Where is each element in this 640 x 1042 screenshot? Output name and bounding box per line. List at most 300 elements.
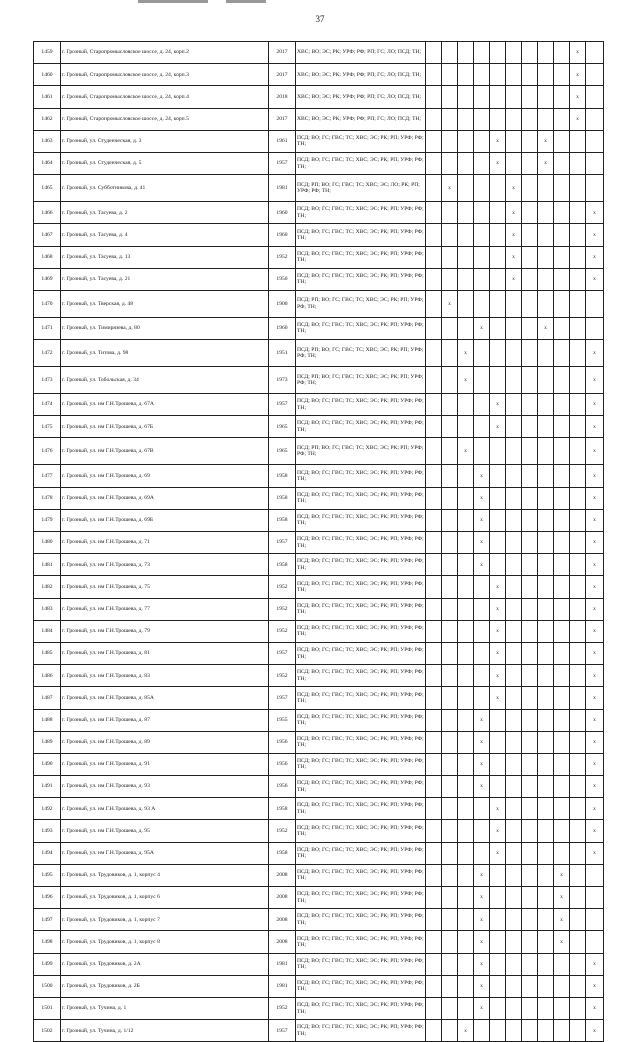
mark-cell <box>506 367 522 394</box>
mark-cell: x <box>474 465 490 487</box>
mark-cell <box>570 997 586 1019</box>
mark-cell <box>506 340 522 367</box>
mark-cell <box>490 465 506 487</box>
mark-cell <box>458 953 474 975</box>
mark-cell <box>458 709 474 731</box>
mark-cell <box>554 642 570 664</box>
mark-cell: x <box>554 864 570 886</box>
mark-cell <box>474 290 490 317</box>
mark-cell: x <box>586 224 604 246</box>
year-cell: 2017 <box>269 42 296 64</box>
mark-cell: x <box>490 394 506 416</box>
address-cell: г. Грозный, ул. им Г.Н.Трошева, д. 93 А <box>61 798 269 820</box>
mark-cell <box>506 887 522 909</box>
mark-cell <box>426 317 442 339</box>
mark-cell <box>554 820 570 842</box>
mark-cell <box>490 1020 506 1042</box>
mark-cell <box>538 620 554 642</box>
table-row <box>34 367 604 394</box>
row-number: 1496 <box>34 887 61 909</box>
mark-cell <box>458 130 474 152</box>
systems-cell: ПСД; ВО; ГС; ГВС; ТС; ХВС; ЭС; РК; РП; УРФ; РФ; ТН; <box>296 598 426 620</box>
mark-cell <box>570 246 586 268</box>
mark-cell <box>474 620 490 642</box>
year-cell: 1952 <box>269 576 296 598</box>
mark-cell <box>538 753 554 775</box>
mark-cell <box>474 202 490 224</box>
systems-cell: ПСД; РП; ВО; ГС; ГВС; ТС; ХВС; ЭС; РК; РП; УРФ; РФ; ТН; <box>296 367 426 394</box>
mark-cell: x <box>490 576 506 598</box>
mark-cell <box>442 367 458 394</box>
mark-cell <box>570 731 586 753</box>
mark-cell <box>426 224 442 246</box>
mark-cell <box>538 42 554 64</box>
table-row <box>34 820 604 842</box>
mark-cell <box>570 953 586 975</box>
row-number: 1477 <box>34 465 61 487</box>
mark-cell <box>458 86 474 108</box>
table-row <box>34 642 604 664</box>
mark-cell <box>554 438 570 465</box>
year-cell: 1957 <box>269 152 296 174</box>
year-cell: 1900 <box>269 290 296 317</box>
mark-cell <box>490 554 506 576</box>
mark-cell <box>426 776 442 798</box>
mark-cell <box>426 268 442 290</box>
mark-cell <box>506 438 522 465</box>
mark-cell <box>506 731 522 753</box>
year-cell: 1952 <box>269 598 296 620</box>
mark-cell <box>506 997 522 1019</box>
mark-cell <box>586 108 604 130</box>
mark-cell <box>442 909 458 931</box>
systems-cell: ПСД; ВО; ГС; ГВС; ТС; ХВС; ЭС; РК; РП; УРФ; РФ; ТН; <box>296 665 426 687</box>
mark-cell <box>522 438 538 465</box>
mark-cell <box>570 130 586 152</box>
systems-cell: ПСД; ВО; ГС; ГВС; ТС; ХВС; ЭС; РК; РП; УРФ; РФ; ТН; <box>296 509 426 531</box>
mark-cell <box>554 86 570 108</box>
systems-cell: ПСД; ВО; ГС; ГВС; ТС; ХВС; ЭС; РК; РП; УРФ; РФ; ТН; <box>296 864 426 886</box>
systems-cell: ХВС; ВО; ЭС; РК; УРФ; РФ; РП; ГС; ЛО; ПСД; ТН; <box>296 108 426 130</box>
address-cell: г. Грозный, ул. им Г.Н.Трошева, д. 85А <box>61 687 269 709</box>
mark-cell <box>442 532 458 554</box>
mark-cell <box>570 642 586 664</box>
mark-cell <box>522 175 538 202</box>
mark-cell <box>490 997 506 1019</box>
mark-cell: x <box>474 487 490 509</box>
year-cell: 1957 <box>269 687 296 709</box>
mark-cell <box>442 665 458 687</box>
mark-cell <box>426 202 442 224</box>
mark-cell: x <box>490 665 506 687</box>
mark-cell: x <box>474 887 490 909</box>
systems-cell: ПСД; ВО; ГС; ГВС; ТС; ХВС; ЭС; РК; РП; УРФ; РФ; ТН; <box>296 731 426 753</box>
mark-cell <box>554 997 570 1019</box>
mark-cell: x <box>490 798 506 820</box>
mark-cell <box>490 317 506 339</box>
mark-cell <box>442 224 458 246</box>
mark-cell <box>442 487 458 509</box>
mark-cell: x <box>586 731 604 753</box>
mark-cell <box>442 509 458 531</box>
mark-cell <box>442 620 458 642</box>
row-number: 1478 <box>34 487 61 509</box>
mark-cell <box>538 997 554 1019</box>
systems-cell: ПСД; РП; ВО; ГС; ГВС; ТС; ХВС; ЭС; РК; РП; УРФ; РФ; ТН; <box>296 340 426 367</box>
row-number: 1473 <box>34 367 61 394</box>
mark-cell: x <box>506 268 522 290</box>
row-number: 1479 <box>34 509 61 531</box>
address-cell: г. Грозный, ул. Трудовиков, д. 1, корпус 8 <box>61 931 269 953</box>
table-row <box>34 532 604 554</box>
mark-cell <box>522 709 538 731</box>
mark-cell <box>458 798 474 820</box>
mark-cell <box>522 820 538 842</box>
table-row <box>34 175 604 202</box>
mark-cell <box>522 487 538 509</box>
year-cell: 1955 <box>269 709 296 731</box>
mark-cell <box>538 340 554 367</box>
mark-cell <box>554 394 570 416</box>
row-number: 1475 <box>34 416 61 438</box>
mark-cell <box>426 175 442 202</box>
year-cell: 1958 <box>269 554 296 576</box>
mark-cell <box>506 509 522 531</box>
mark-cell <box>554 152 570 174</box>
mark-cell <box>538 554 554 576</box>
mark-cell <box>442 268 458 290</box>
table-row <box>34 465 604 487</box>
mark-cell: x <box>586 753 604 775</box>
mark-cell <box>458 317 474 339</box>
systems-cell: ПСД; ВО; ГС; ГВС; ТС; ХВС; ЭС; РК; РП; УРФ; РФ; ТН; <box>296 953 426 975</box>
year-cell: 2017 <box>269 108 296 130</box>
row-number: 1469 <box>34 268 61 290</box>
mark-cell <box>426 931 442 953</box>
row-number: 1460 <box>34 64 61 86</box>
mark-cell <box>554 246 570 268</box>
mark-cell <box>570 394 586 416</box>
mark-cell <box>442 975 458 997</box>
mark-cell <box>554 1020 570 1042</box>
mark-cell <box>426 798 442 820</box>
address-cell: г. Грозный, ул. Трудовиков, д. 2Б <box>61 975 269 997</box>
table-row <box>34 953 604 975</box>
systems-cell: ПСД; ВО; ГС; ГВС; ТС; ХВС; ЭС; РК; РП; УРФ; РФ; ТН; <box>296 842 426 864</box>
mark-cell <box>570 909 586 931</box>
mark-cell <box>522 340 538 367</box>
address-cell: г. Грозный, ул. Тверская, д. 48 <box>61 290 269 317</box>
mark-cell <box>442 1020 458 1042</box>
mark-cell <box>554 64 570 86</box>
mark-cell <box>586 909 604 931</box>
mark-cell: x <box>554 931 570 953</box>
mark-cell <box>554 842 570 864</box>
mark-cell <box>570 931 586 953</box>
table-row <box>34 931 604 953</box>
mark-cell <box>490 487 506 509</box>
address-cell: г. Грозный, ул. Титова, д. 98 <box>61 340 269 367</box>
table-row <box>34 509 604 531</box>
row-number: 1466 <box>34 202 61 224</box>
mark-cell <box>538 598 554 620</box>
mark-cell <box>538 465 554 487</box>
mark-cell <box>426 842 442 864</box>
mark-cell: x <box>506 202 522 224</box>
address-cell: г. Грозный, ул. им Г.Н.Трошева, д. 87 <box>61 709 269 731</box>
mark-cell: x <box>474 532 490 554</box>
address-cell: г. Грозный, ул. Студенческая, д. 3 <box>61 130 269 152</box>
mark-cell <box>538 202 554 224</box>
mark-cell <box>474 642 490 664</box>
mark-cell: x <box>554 887 570 909</box>
mark-cell: x <box>586 642 604 664</box>
mark-cell <box>442 931 458 953</box>
mark-cell <box>506 554 522 576</box>
mark-cell <box>474 665 490 687</box>
mark-cell: x <box>506 224 522 246</box>
mark-cell <box>538 246 554 268</box>
systems-cell: ПСД; ВО; ГС; ГВС; ТС; ХВС; ЭС; РК; РП; УРФ; РФ; ТН; <box>296 687 426 709</box>
mark-cell <box>458 864 474 886</box>
mark-cell <box>458 487 474 509</box>
year-cell: 1973 <box>269 367 296 394</box>
mark-cell: x <box>474 931 490 953</box>
mark-cell <box>506 532 522 554</box>
mark-cell <box>522 317 538 339</box>
mark-cell <box>474 268 490 290</box>
mark-cell <box>442 416 458 438</box>
mark-cell <box>570 776 586 798</box>
mark-cell <box>522 753 538 775</box>
year-cell: 1981 <box>269 953 296 975</box>
mark-cell <box>570 438 586 465</box>
row-number: 1491 <box>34 776 61 798</box>
mark-cell <box>538 953 554 975</box>
mark-cell <box>474 64 490 86</box>
scan-artifact <box>226 0 266 3</box>
mark-cell <box>554 175 570 202</box>
mark-cell <box>474 798 490 820</box>
mark-cell <box>474 130 490 152</box>
mark-cell <box>538 224 554 246</box>
mark-cell <box>442 576 458 598</box>
mark-cell <box>458 598 474 620</box>
mark-cell <box>538 842 554 864</box>
mark-cell <box>442 554 458 576</box>
mark-cell <box>506 465 522 487</box>
address-cell: г. Грозный, ул. Тучина, д. 1 <box>61 997 269 1019</box>
mark-cell <box>522 953 538 975</box>
mark-cell <box>426 709 442 731</box>
mark-cell: x <box>586 842 604 864</box>
year-cell: 1958 <box>269 509 296 531</box>
mark-cell <box>426 416 442 438</box>
address-cell: г. Грозный, ул. Тасуева, д. 2 <box>61 202 269 224</box>
mark-cell <box>522 42 538 64</box>
mark-cell <box>522 687 538 709</box>
address-cell: г. Грозный, Старопромысловское шоссе, д. 24, корп.3 <box>61 64 269 86</box>
mark-cell <box>490 953 506 975</box>
mark-cell <box>442 731 458 753</box>
systems-cell: ПСД; ВО; ГС; ГВС; ТС; ХВС; ЭС; РК; РП; УРФ; РФ; ТН; <box>296 709 426 731</box>
mark-cell <box>538 931 554 953</box>
mark-cell: x <box>506 246 522 268</box>
row-number: 1467 <box>34 224 61 246</box>
mark-cell <box>442 953 458 975</box>
row-number: 1492 <box>34 798 61 820</box>
mark-cell <box>474 152 490 174</box>
systems-cell: ПСД; ВО; ГС; ГВС; ТС; ХВС; ЭС; РК; РП; УРФ; РФ; ТН; <box>296 130 426 152</box>
mark-cell <box>522 202 538 224</box>
mark-cell <box>554 709 570 731</box>
address-cell: г. Грозный, ул. им Г.Н.Трошева, д. 67Б <box>61 416 269 438</box>
mark-cell <box>474 224 490 246</box>
mark-cell <box>538 487 554 509</box>
mark-cell: x <box>458 367 474 394</box>
mark-cell: x <box>570 108 586 130</box>
address-cell: г. Грозный, ул. им Г.Н.Трошева, д. 69 <box>61 465 269 487</box>
row-number: 1464 <box>34 152 61 174</box>
mark-cell <box>554 108 570 130</box>
mark-cell <box>474 86 490 108</box>
mark-cell <box>554 416 570 438</box>
mark-cell: x <box>586 953 604 975</box>
table-row <box>34 554 604 576</box>
mark-cell <box>522 64 538 86</box>
mark-cell <box>506 642 522 664</box>
mark-cell <box>426 620 442 642</box>
address-cell: г. Грозный, ул. им Г.Н.Трошева, д. 91 <box>61 753 269 775</box>
mark-cell <box>522 554 538 576</box>
mark-cell <box>538 64 554 86</box>
mark-cell <box>490 367 506 394</box>
table-row <box>34 798 604 820</box>
mark-cell <box>474 394 490 416</box>
row-number: 1468 <box>34 246 61 268</box>
mark-cell <box>506 487 522 509</box>
year-cell: 1952 <box>269 620 296 642</box>
address-cell: г. Грозный, ул. им Г.Н.Трошева, д. 69Б <box>61 509 269 531</box>
year-cell: 1957 <box>269 1020 296 1042</box>
mark-cell <box>442 438 458 465</box>
mark-cell <box>458 202 474 224</box>
mark-cell <box>538 864 554 886</box>
mark-cell <box>426 665 442 687</box>
mark-cell <box>426 394 442 416</box>
mark-cell <box>538 394 554 416</box>
mark-cell <box>522 598 538 620</box>
year-cell: 1957 <box>269 532 296 554</box>
address-cell: г. Грозный, ул. им Г.Н.Трошева, д. 73 <box>61 554 269 576</box>
mark-cell: x <box>474 776 490 798</box>
mark-cell <box>522 509 538 531</box>
table-row <box>34 130 604 152</box>
mark-cell <box>586 86 604 108</box>
mark-cell <box>426 108 442 130</box>
mark-cell <box>490 42 506 64</box>
mark-cell <box>490 340 506 367</box>
systems-cell: ПСД; РП; ВО; ГС; ГВС; ТС; ХВС; ЭС; РК; РП; УРФ; РФ; ТН; <box>296 290 426 317</box>
mark-cell: x <box>474 864 490 886</box>
mark-cell <box>570 620 586 642</box>
mark-cell <box>426 731 442 753</box>
mark-cell <box>442 642 458 664</box>
mark-cell <box>426 438 442 465</box>
mark-cell: x <box>570 42 586 64</box>
mark-cell: x <box>490 687 506 709</box>
mark-cell <box>554 465 570 487</box>
table-row <box>34 340 604 367</box>
mark-cell <box>554 554 570 576</box>
mark-cell <box>458 665 474 687</box>
mark-cell <box>522 1020 538 1042</box>
mark-cell <box>554 598 570 620</box>
mark-cell <box>570 224 586 246</box>
mark-cell <box>570 509 586 531</box>
row-number: 1472 <box>34 340 61 367</box>
mark-cell <box>442 152 458 174</box>
mark-cell <box>554 42 570 64</box>
mark-cell <box>538 820 554 842</box>
mark-cell <box>538 175 554 202</box>
year-cell: 1952 <box>269 665 296 687</box>
row-number: 1499 <box>34 953 61 975</box>
table-row <box>34 909 604 931</box>
mark-cell <box>570 753 586 775</box>
table-row <box>34 864 604 886</box>
scan-artifact <box>138 0 208 3</box>
systems-cell: ПСД; ВО; ГС; ГВС; ТС; ХВС; ЭС; РК; РП; УРФ; РФ; ТН; <box>296 576 426 598</box>
mark-cell: x <box>570 86 586 108</box>
mark-cell: x <box>586 665 604 687</box>
year-cell: 2008 <box>269 931 296 953</box>
row-number: 1461 <box>34 86 61 108</box>
mark-cell <box>426 487 442 509</box>
mark-cell <box>506 598 522 620</box>
mark-cell <box>506 842 522 864</box>
mark-cell <box>426 687 442 709</box>
mark-cell <box>490 268 506 290</box>
mark-cell <box>458 776 474 798</box>
mark-cell: x <box>490 620 506 642</box>
mark-cell <box>490 108 506 130</box>
mark-cell: x <box>586 776 604 798</box>
row-number: 1502 <box>34 1020 61 1042</box>
address-cell: г. Грозный, ул. им Г.Н.Трошева, д. 75 <box>61 576 269 598</box>
address-cell: г. Грозный, ул. Тасуева, д. 21 <box>61 268 269 290</box>
mark-cell <box>506 1020 522 1042</box>
mark-cell: x <box>586 687 604 709</box>
mark-cell: x <box>458 438 474 465</box>
mark-cell: x <box>586 487 604 509</box>
mark-cell <box>522 130 538 152</box>
mark-cell <box>426 1020 442 1042</box>
mark-cell <box>538 290 554 317</box>
mark-cell <box>426 367 442 394</box>
mark-cell <box>458 64 474 86</box>
mark-cell <box>538 709 554 731</box>
row-number: 1500 <box>34 975 61 997</box>
mark-cell: x <box>586 598 604 620</box>
year-cell: 1960 <box>269 202 296 224</box>
mark-cell <box>506 152 522 174</box>
systems-cell: ПСД; ВО; ГС; ГВС; ТС; ХВС; ЭС; РК; РП; УРФ; РФ; ТН; <box>296 532 426 554</box>
year-cell: 1960 <box>269 317 296 339</box>
mark-cell <box>522 268 538 290</box>
row-number: 1494 <box>34 842 61 864</box>
mark-cell: x <box>586 798 604 820</box>
